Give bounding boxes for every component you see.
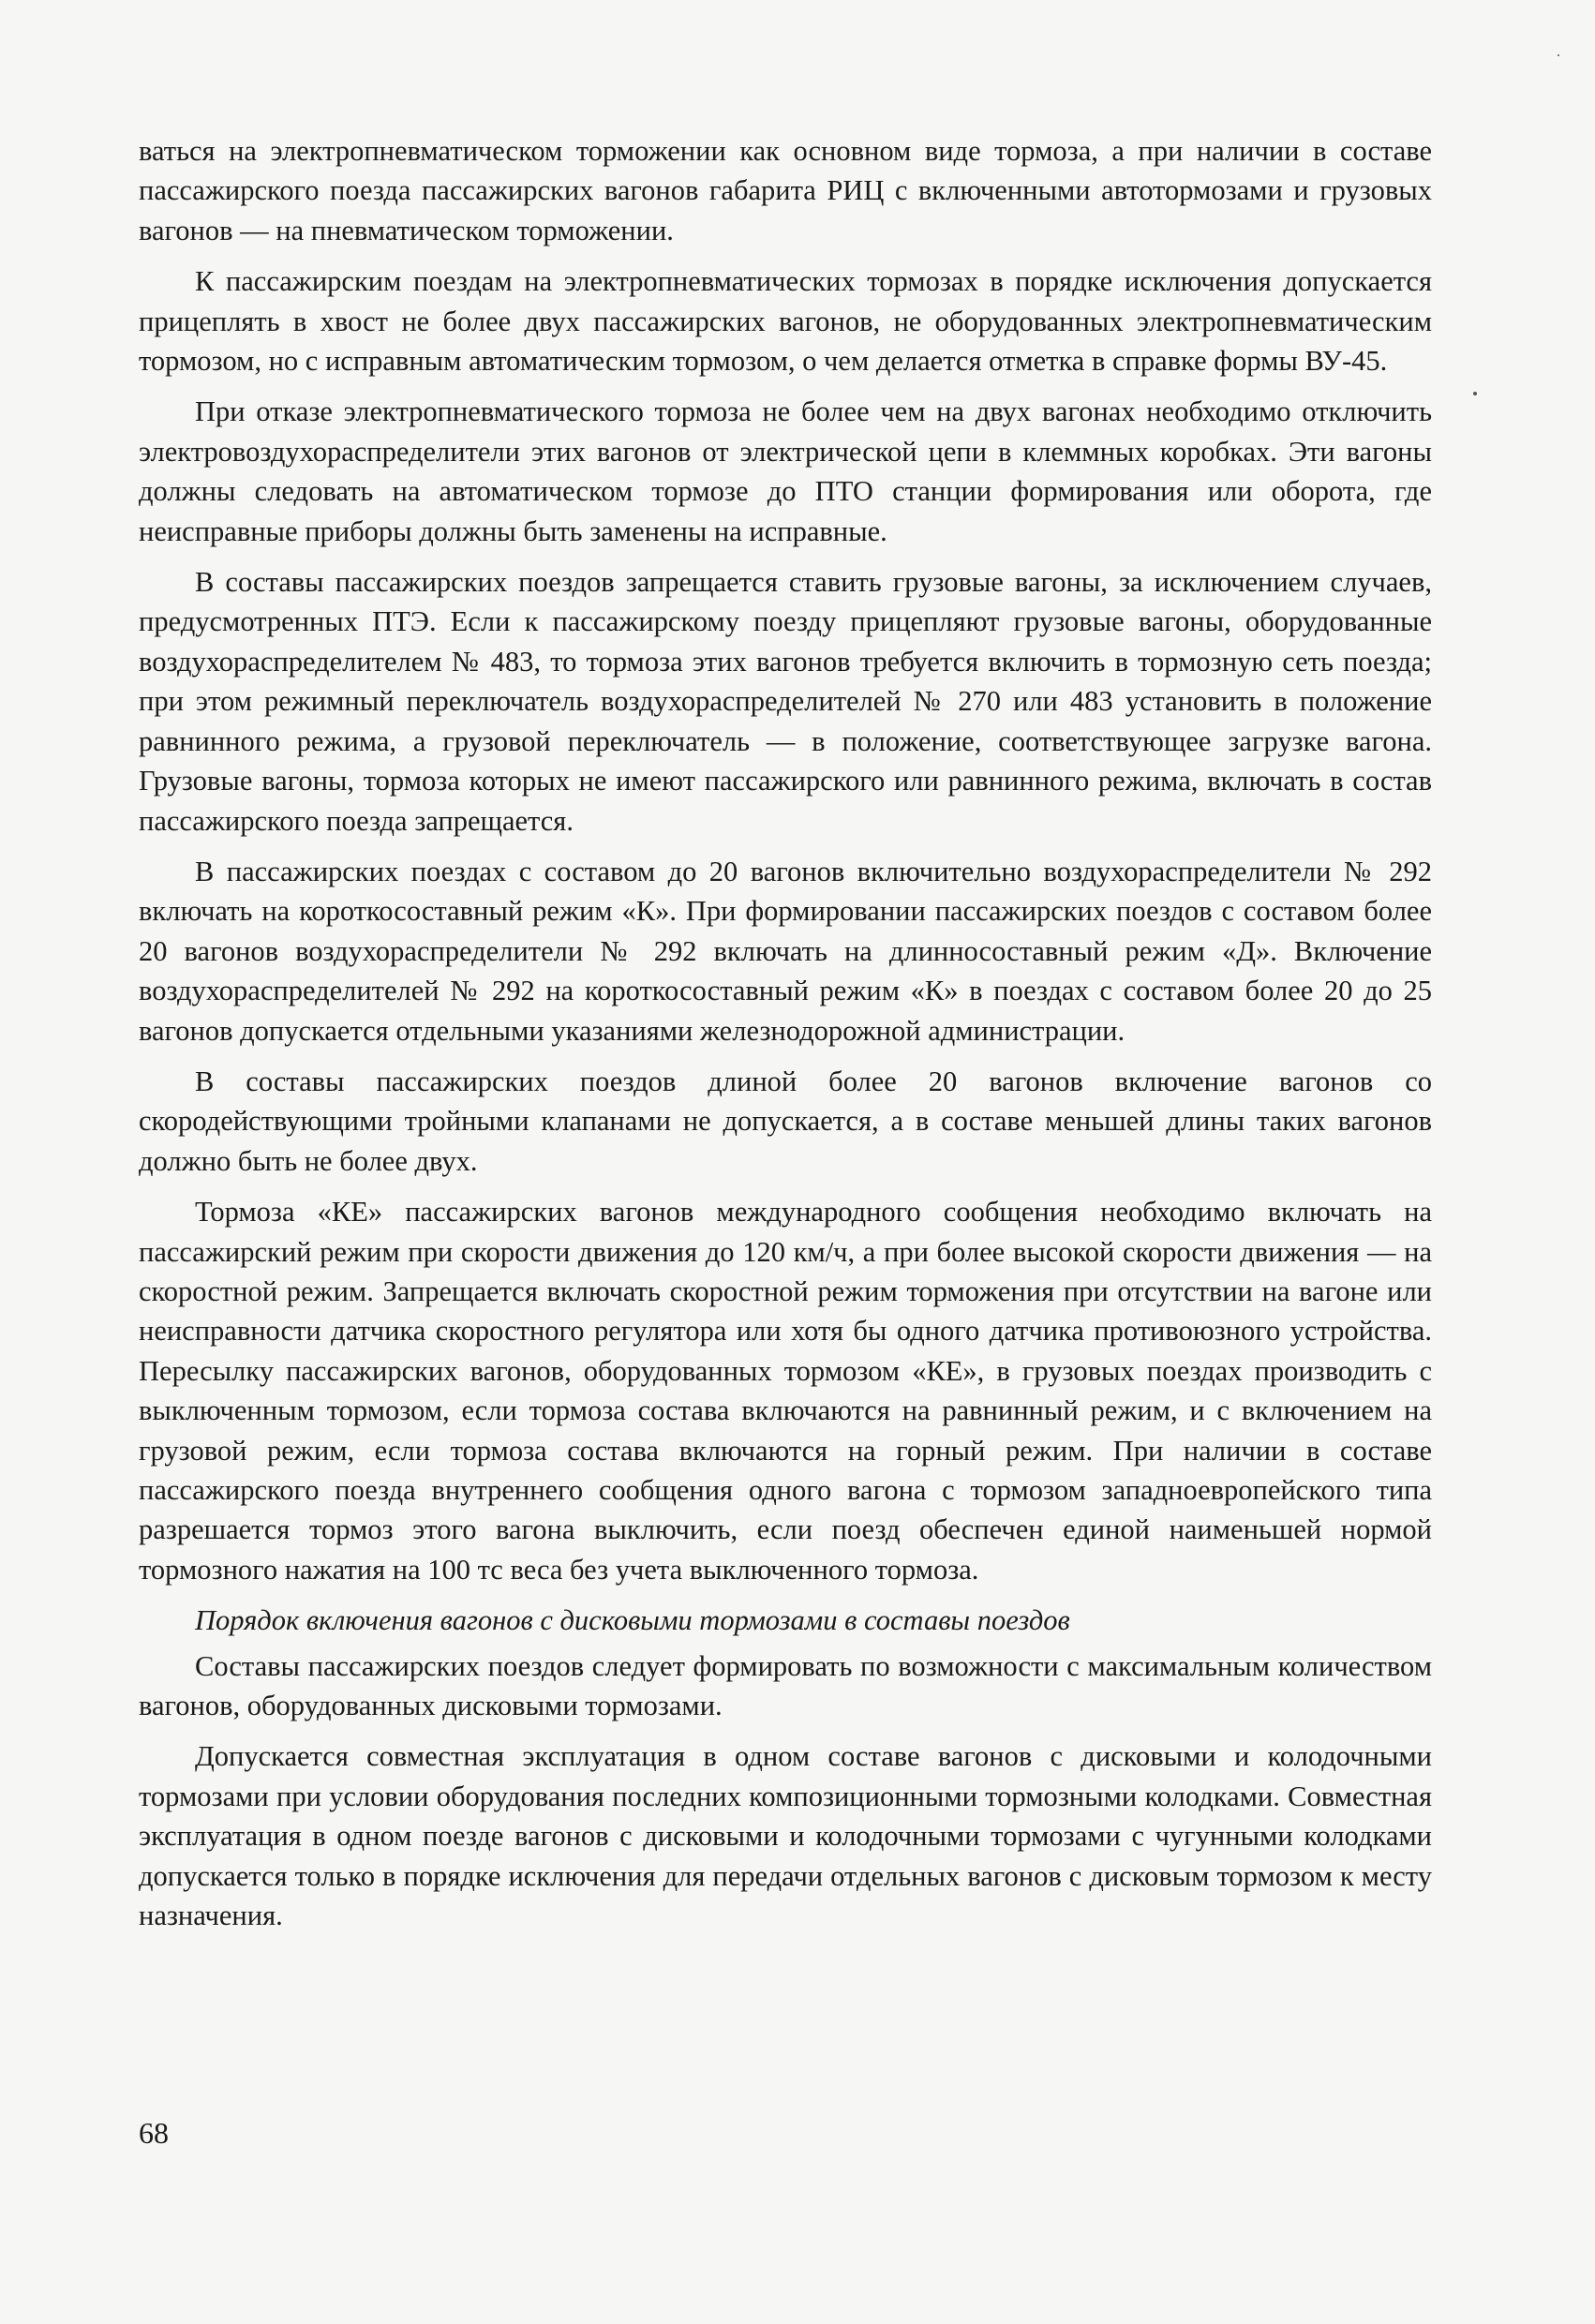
paragraph-6: В составы пассажирских поездов длиной более 20 вагонов включение вагонов со скородействующими тройными клапанами не допускается, а в составе меньшей длины таких вагонов должно быть не более двух. (139, 1065, 1432, 1177)
paragraph-3: При отказе электропневматического тормоза не более чем на двух вагонах необходимо отключить электровоздухораспределители этих вагонов от электрической цепи в клеммных коробках. Эти вагоны должны следовать на автоматическом тормозе до ПТО станции формирования или оборота, где неисправные приборы должны быть заменены на исправные. (139, 395, 1432, 547)
page-body (139, 131, 1432, 1946)
paragraph-2: К пассажирским поездам на электропневматических тормозах в порядке исключения допускается прицеплять в хвост не более двух пассажирских вагонов, не оборудованных электропневматическим тормозом, но с исправным автоматическим тормозом, о чем делается отметка в справке формы ВУ-45. (139, 265, 1432, 378)
section-paragraph-1: Составы пассажирских поездов следует формировать по возможности с максимальным количеством вагонов, оборудованных дисковыми тормозами. (139, 1649, 1432, 1722)
scan-speck (1473, 392, 1477, 395)
section-paragraph-2: Допускается совместная эксплуатация в одном составе вагонов с дисковыми и колодочными тормозами при условии оборудования последних композиционными тормозными колодками. Совместная эксплуатация в одном поезде вагонов с дисковыми и колодочными тормозами с чугунными колодками допускается только в порядке исключения для передачи отдельных вагонов с дисковым тормозом к месту назначения. (139, 1740, 1432, 1932)
section-heading: Порядок включения вагонов с дисковыми тормозами в составы поездов (195, 1604, 1070, 1637)
paragraph-1: ваться на электропневматическом торможении как основном виде тормоза, а при наличии в составе пассажирского поезда пассажирских вагонов габарита РИЦ с включенными автотормозами и грузовых вагонов — на пневматическом торможении. (139, 135, 1432, 246)
paragraph-7: Тормоза «КЕ» пассажирских вагонов международного сообщения необходимо включать на пассажирский режим при скорости движения до 120 км/ч, а при более высокой скорости движения — на скоростной режим. Запрещается включать скоростной режим торможения при отсутствии на вагоне или неисправности датчика скоростного регулятора или хотя бы одного датчика противоюзного устройства. Пересылку пассажирских вагонов, оборудованных тормозом «КЕ», в грузовых поездах производить с выключенным тормозом, если тормоза состава включаются на равнинный режим, и с включением на грузовой режим, если тормоза состава включаются на горный режим. При наличии в составе пассажирского поезда внутреннего сообщения одного вагона с тормозом западноевропейского типа разрешается тормоз этого вагона выключить, если поезд обеспечен единой наименьшей нормой тормозного нажатия на 100 тс веса без учета выключенного тормоза. (139, 1196, 1432, 1586)
scan-speck (1558, 54, 1559, 56)
paragraph-4: В составы пассажирских поездов запрещается ставить грузовые вагоны, за исключением случаев, предусмотренных ПТЭ. Если к пассажирскому поезду прицепляют грузовые вагоны, оборудованные воздухораспределителем № 483, то тормоза этих вагонов требуется включить в тормозную сеть поезда; при этом режимный переключатель воздухораспределителей № 270 или 483 установить в положение равнинного режима, а грузовой переключатель — в положение, соответствующее загрузке вагона. Грузовые вагоны, тормоза которых не имеют пассажирского или равнинного режима, включать в состав пассажирского поезда запрещается. (139, 566, 1432, 837)
page-number: 68 (139, 2116, 169, 2150)
paragraph-5: В пассажирских поездах с составом до 20 вагонов включительно воздухораспределители № 292 включать на короткосоставный режим «К». При формировании пассажирских поездов с составом более 20 вагонов воздухораспределители № 292 включать на длинносоставный режим «Д». Включение воздухораспределителей № 292 на короткосоставный режим «К» в поездах с составом более 20 до 25 вагонов допускается отдельными указаниями железнодорожной администрации. (139, 855, 1432, 1047)
